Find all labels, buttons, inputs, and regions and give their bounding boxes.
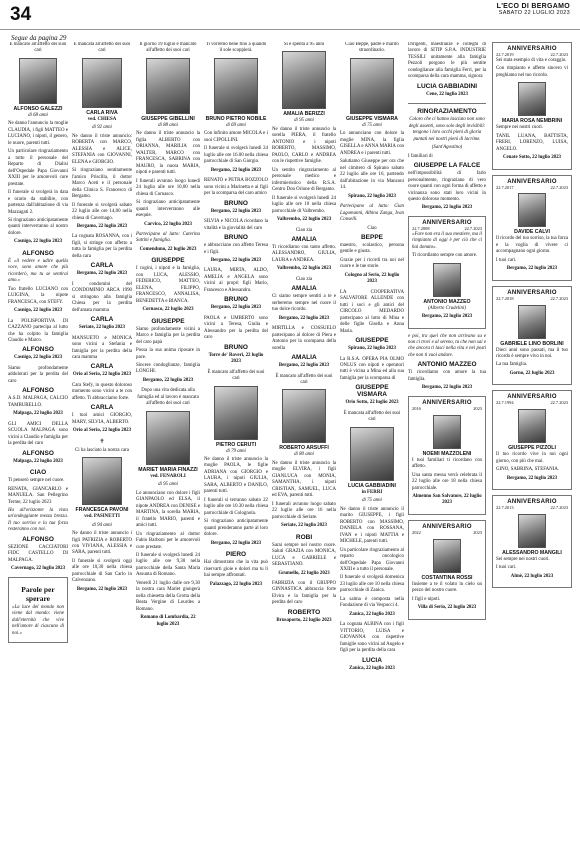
notice-heading: GIUSEPPE LA FALCE [413,162,481,170]
notice-text: I figli e nipoti. [412,596,441,602]
place-date: Orio al Serio, 22 luglio 2023 [72,372,132,378]
notice-text: Il funerale si svolgerà in data e orario da stabilire, con partenza dall'abitazione di via Mazzagati 2. [8,190,68,215]
place-date: Bergamo, 22 luglio 2023 [278,315,330,321]
notice-text: Il funerale si svolgerà lunedì 24 luglio alle ore 16.00 nella chiesa parrocchiale di San Giorgio. [204,146,268,165]
notice-heading: CIAO [29,469,47,477]
place-date: Cologno al Serio, 22 luglio 2023 [344,272,400,285]
top-note: È mancato all'affetto dei suoi cari [9,42,67,54]
notice-text: Si ringraziano anticipatamente quanti interverranno alle esequie. [136,200,200,219]
age: di 95 anni [294,118,314,124]
column-6 [340,42,404,842]
notice-text: La salma è composta nella Fondazione di via Vespucci 4. [340,596,404,609]
notice-text: maestro, scolastico, persona gentile e giusta. [340,242,404,255]
anniversary-dates [496,400,568,406]
deceased-name: LUCIA GABBIADINI [348,482,396,489]
top-note: È mancato all'affetto dei suoi cari [207,369,265,382]
notice-text: e abbracciano con affetto Teresa e i figli. [204,243,268,255]
notice-text: Ciao zia [295,276,313,282]
place-date: Bergamo, 22 luglio 2023 [210,257,262,263]
place-date: Bergamo, 22 luglio 2023 [421,385,473,391]
notice-text: La cognata ALBINA con i figli VITTORIO, LUISA e GIOVANNA con rispettive famiglie sono vicini ad Angelo e figli per la perdita della cara [340,622,404,654]
notice-heading: BRUNO [224,343,248,351]
notice-text: I tuoi cari. [496,257,517,263]
notice-heading: GIUSEPPE [151,257,185,265]
deceased-name: MARIET MARIA FINAZZI [138,466,198,473]
notice-text: Partecipano al lutto: Caterina Sottini e famiglia. [136,231,200,244]
top-note: È mancato all'affetto dei suoi cari [275,373,333,385]
notice-text: Ci siamo sempre sentiti a te e serberemo sempre nel cuore il tuo dolce ricordo. [272,294,336,313]
age: di 80 anni [294,452,314,458]
page-header [0,0,580,30]
place-date: Seriate, 22 luglio 2023 [79,325,125,331]
anniversary-box [492,175,572,281]
place-date: Orio Sotto, 22 luglio 2023 [345,400,399,406]
place-date: Cornasco, 22 luglio 2023 [142,307,194,313]
notice-text: Dopo una vita dedicata alla famiglia ed al lavoro è mancata all'affetto dei suoi cari [137,388,199,407]
place-date: Bergamo, 22 luglio 2023 [278,363,330,369]
deceased-name: GIUSEPPE VISMARA [346,115,398,122]
notice-heading: AMALIA [291,235,317,243]
notice-text: (Alberto Crudelini) [428,305,466,311]
notice-heading: ALFONSO [22,449,54,457]
portrait-photo [518,305,546,339]
deceased-name: FRANCESCA PAVONI [75,507,129,514]
notice-text: Ne danno il triste annuncio i figli PATRIZIA e ROBERTO con VIVIANA, ALESSIA e SARA, parenti tutti. [72,531,132,556]
notice-heading: BRUNO [224,296,248,304]
notice-heading: LUCIA [362,656,382,664]
deceased-name: ALESSANDRO MANGILI [502,549,562,556]
notice-text: TANIL LUANA, BATTISTA, FRERI, LORENZO, LUISA, ANGELO. [496,133,568,152]
place-date: Palazzago, 22 luglio 2023 [209,581,263,587]
place-date: Valbrembo, 22 luglio 2023 [276,266,332,272]
portrait-photo [282,389,326,443]
portrait-photo [433,539,461,573]
notice-heading: BEPPE [360,233,384,241]
place-date: Casnigo, 22 luglio 2023 [13,239,63,245]
top-note: Ti vorremo bene fino a quando il sole scoppierà. [205,42,267,54]
place-date: Zanica, 22 luglio 2023 [349,611,395,617]
date-to: 22.7.2023 [550,184,568,190]
notice-text: La R.S.A. OPERA PIA OLMO ONLUS con nipoti e operatori tutti è vicina a Mina ed alla sua famiglia per la scomparsa di [340,356,404,381]
notice-text: La tua famiglia. [496,362,528,368]
anniversary-title: ANNIVERSARIO [507,499,557,506]
age: di 94 anni [92,522,112,528]
portrait-photo [433,415,461,449]
notice-text: RENATO e PETRA BOZZOLO sono vicini a Marinetta e ai figli per la scomparsa del caro amico [204,178,268,197]
notice-text: «Fare non era il suo mestiere, ma il rimpianto di oggi è per ciò che ci hai donato». [412,231,482,250]
notice-text: A.S.D. MALPAGA, CALCIO TAMBURELLO. [8,396,68,408]
notice-text: Partecipano al lutto: Gian Lagomanni, Albina Zanga, Ivan Conselli. [340,204,404,223]
notice-text: SILVIA e NICOLA ricordano la vitalità e la giovialità del caro [204,219,268,231]
notice-text: I familiari di [408,153,433,159]
portrait-photo [214,386,258,440]
place-date: Bergamo, 22 luglio 2023 [421,314,473,320]
notice-text: RENATA, GIANCARLO e MANUELA. San Pellegrino Terme, 22 luglio 2023 [8,486,68,505]
anniversary-box [408,216,486,329]
notice-text: Il funerale si svolgerà lunedì 24 luglio alle ore 9,30 nella parrocchiale della Santa Maria Assunta di Romano. [136,552,200,578]
notice-text: Il funerale si svolgerà domenica 23 luglio alle ore 10 nella chiesa parrocchiale di Zanica. [340,575,404,594]
notice-text: Siamo profondamente addolorati per la perdita del caro [8,365,68,384]
notice-text: Dieci anni sono passati, ma il tuo ricordo è sempre vivo in noi. [496,347,568,359]
top-note: Ciao Beppe, padre e marito straordinario. [345,42,399,54]
age: di 68 anni [28,112,48,118]
place-date: Bergamo, 22 luglio 2023 [76,586,128,592]
date-from: 22.7.2008 [412,225,430,231]
notice-heading: BRUNO [224,234,248,242]
notice-heading: ALFONSO [22,249,54,257]
quote-title: Parole per sperare [21,584,55,603]
notice-text: I tuoi cari. [496,565,517,571]
notice-text: LA COOPERATIVA SALVATORE ALLENDE con tutti i soci e gli amici del CIRCOLO MEDARDO partecipano al lutto di Mina e delle figlie Gisella e Anna Maria. [340,289,404,334]
place-date: Bergamo, 22 luglio 2023 [506,475,558,481]
quote-author: (Sant'Agostino) [431,145,463,151]
notice-text: Hai dimostrato che la vita può riservarti gioie e dolori ma tu li hai sempre affrontati. [204,560,268,579]
notice-text: Ti penserò sempre nel cuore. [8,478,65,484]
continued-note: Segue da pagina 29 [11,34,67,42]
place-date: Brusaporto, 22 luglio 2023 [276,617,332,623]
column-1 [8,42,68,842]
notice-text: Insieme a te il volato in cielo un pezzo del nostro cuore. [412,581,482,594]
deceased-name: CARLA RIVA [86,109,118,116]
place-date: Zanica, 22 luglio 2023 [349,665,395,671]
place-date: Bergamo, 22 luglio 2023 [210,305,262,311]
place-date: Comenduno, 22 luglio 2023 [139,246,197,252]
deceased-name: AMALIA BERIZZI [283,111,325,118]
notice-text: Salutiamo Giuseppe per ora che nel cimitero di Spirano sabato 22 luglio alle ore 16, partendo dall'abitazione in via Manzoni 14. [340,159,404,191]
place-date: Bergamo, 22 luglio 2023 [210,208,262,214]
notice-text: Una santa messa verrà celebrata il 22 luglio alle ore 18 nella chiesa parrocchiale. [412,472,482,491]
place-date: Villa di Serio, 22 luglio 2023 [417,605,477,611]
notice-text: Si ringraziano sentitamente l'amico Priscilla, il dottor Marco Aceti e il personale della Clinica S. Francesco di Bergamo. [72,168,132,200]
deceased-name: GIUSEPPE PIZZOLI [508,445,556,452]
notice-heading: CARLA [90,404,114,412]
place-date: Cenate Sotto, 22 luglio 2023 [502,155,561,161]
notice-heading: ALFONSO [22,346,54,354]
notice-heading: ANTONIO MAZZEO [417,361,477,369]
notice-text: Ne danno il triste annuncio la sorella PIERA, il fratello ANTONIO e i nipoti ROBERTO, MASSIMO, PAOLO, CARLO e ANDREA con le rispettive famiglie. [272,126,336,165]
age: di 79 anni [226,448,246,454]
anniversary-box [408,396,486,515]
place-date: Bergamo, 22 luglio 2023 [76,223,128,229]
portrait-photo [214,58,258,114]
anniversary-title: ANNIVERSARIO [507,46,557,52]
top-note: Si è spenta a 95 anni [283,42,325,47]
notice-text: Dirigenti, maestranze e colleghi di lavoro di SITIP S.P.A. INDUSTRIE TESSILI unitamente alla famiglia Pezzoli porgono le più sentite condoglianze alla famiglia Ferri, per la scomparsa della cara mamma, signora [408,42,486,80]
notice-text: Venerdì 21 luglio dalle ore 9,30 la nostra cara Mariet giungerà nella chiesetta della Grotta della Beata Vergine di Lourdes a Romano. [136,580,200,612]
age: di 69 anni [226,122,246,128]
anniversary-dates [496,296,568,302]
issue-date: SABATO 22 LUGLIO 2023 [498,10,570,16]
column-4 [204,42,268,842]
married-name: ved. FENAROLI [150,473,186,479]
age: di 88 anni [158,122,178,128]
date-from: 22.7.1994 [496,400,514,406]
notice-text: Ha all'orizzonte la vista un'ondeggiante mezza brezza. Il tuo sorriso e la tua forza resteranno con noi. [8,507,68,533]
anniversary-title: ANNIVERSARIO [422,399,472,406]
notice-text: Ciao zia [295,227,313,233]
notice-text: Ne danno il triste annuncio la figlia ALBERTO con ORIANNA, MARILIA con WALTER, MARCO con FRANCESCA, SABRINA con MAURO, la nuora MARIA, nipoti e parenti tutti. [136,131,200,176]
date-to: 22.7.2023 [550,52,568,57]
place-date: Valbrembo, 22 luglio 2023 [276,217,332,223]
portrait-photo [146,58,190,114]
portrait-photo [518,409,546,443]
deceased-name: PIETRO CERUTI [215,441,257,448]
notice-text: Grazie per i ricordi tra noi nel cuore e le tue storie. [340,257,404,270]
notice-text: Si ringraziano anticipatamente quanti interverranno al nostro dolore. [8,217,68,236]
place-date: Bergamo, 22 luglio 2023 [210,167,262,173]
anniversary-title: ANNIVERSARIO [422,523,472,530]
quote-box [8,577,68,643]
notice-heading: ROBERTO [287,608,321,616]
notice-text: Ne danno il triste annuncio il marito GIUSEPPE, i figli ROBERTO con MASSIMO, DANIELA con ROSSANA, IVAN e i nipoti MATTIA e MICHELE, parenti tutti. [340,506,404,545]
place-date: Bergamo, 22 luglio 2023 [142,377,194,383]
notice-text: Sei stata esempio di vita e coraggio. [496,57,567,63]
place-date: Spirano, 22 luglio 2023 [348,346,396,352]
anniversary-title: ANNIVERSARIO [507,178,557,185]
notice-text: Un sentito ringraziamento al personale medico e infermieristico della R.S.A. Centro Don Orione di Bergamo. [272,167,336,193]
notice-text: I condomini del CONDOMINIO ARCA 1990 si stringono alla famiglia Chiesa per la perdita dell'amata mamma [72,281,132,313]
cross-icon: ✝ [99,438,105,445]
notice-text: Sarai sempre nel nostro cuore. Saluti GRAZIA con MONICA, LUCA e GABRIELE e SEBASTIANO. [272,542,336,568]
married-name: ved. CHIESA [87,116,117,122]
anniversary-dates [496,505,568,511]
notice-text: Cara Stefy, in questo doloroso momento sono vicini a te con affetto. Ti abbracciamo forte. [72,382,132,401]
divider [408,103,486,104]
place-date: Cavernago, 22 luglio 2023 [10,566,66,572]
notice-text: Il ricordo del tuo sorriso, la tua forza e la voglia di vivere ci accompagnano ogni giorno. [496,236,568,255]
age: di 95 anni [158,482,178,488]
portrait-photo [518,193,546,227]
date-from: 22.7.2017 [496,184,514,190]
married-name: in FERRI [361,489,383,495]
deceased-name: ROBERTO ARSUFFI [279,445,329,452]
notice-text: È «il vedere e udire quella voce, sono amore che più ricorderò, ma tu se sentirai amo.» [8,258,68,284]
notice-heading: AMALIA [291,285,317,293]
anniversary-box [492,390,572,490]
portrait-photo [82,457,122,505]
deceased-name: ANTONIO MAZZEO [423,298,471,305]
place-date: Bergamo, 22 luglio 2023 [210,540,262,546]
notice-heading: ALFONSO [22,387,54,395]
notice-text: Con rimpianto e affetto sincero vi preghiamo nel tuo ricordo. [496,66,568,78]
portrait-photo [518,82,546,116]
place-date: Almè, 22 luglio 2023 [510,573,554,579]
notice-text: SEZIONE CACCIATORI FIDC CASTELLO DI MALPAGA. [8,544,68,563]
top-note: È mancata all'affetto dei suoi cari [343,410,401,423]
notice-text: GINO, SABRINA, STEFANIA. [496,467,560,473]
date-from: 22.7.2018 [496,295,514,301]
place-date: Bergamo, 22 luglio 2023 [421,205,473,211]
portrait-photo [350,58,394,114]
place-date: Almenno San Salvatore, 22 luglio 2023 [412,493,482,506]
anniversary-dates [496,185,568,191]
portrait-photo [82,58,122,108]
anniversary-box [492,42,572,170]
notice-text: MIRTILLA e COSSUELO partecipano al dolore di Piera e Antonio per la scomparsa della sorella [272,326,336,351]
place-date: Grumello, 22 luglio 2023 [278,570,330,576]
deceased-name: GABRIELE LINO BORLINI [500,340,564,347]
anniversary-dates [412,530,482,536]
married-name: ved. PASINETTI [84,514,120,520]
notice-text: I cugini, i nipoti e la famiglia, con LUCA, ALESSIO, FEDERICO, MATTEO, ELENA, FILIPPO, FRANCESCO, ANNALISA, BENEDETTA e BIANCA. [136,266,200,304]
page-number: 34 [10,4,32,25]
notice-heading: GIUSEPPE [151,317,185,325]
notice-text: Lo annunciano con dolore i figli GIANPAOLO ed ELSA, il nipote ANDREA con DENISE e MARTINA, la sorella MARIA, il fratello MARIO, parenti e amici tutti. [136,490,200,529]
date-to: 2023 [473,405,482,411]
notice-text: Ne danno il triste annuncio la moglie ELVIRA, i figli GIANLUCA con MONIA, SAMANTHA, i nipoti CRISTIAN, SAMUEL, LUCA ed EVA, parenti tutti. [272,460,336,499]
column-3 [136,42,200,842]
notice-heading: CARLA [90,262,114,270]
anniversary-title: ANNIVERSARIO [422,219,472,226]
notice-text: Ciao [367,225,377,231]
notice-text: PAOLA e UMBERTO sono vicini a Teresa, Giulia e Alessandro per la perdita del caro [204,315,268,341]
column-2 [72,42,132,842]
notice-text: I tuoi amici GIORGIO, MARY, SILVIA, ALBERTO. [72,413,132,425]
notice-heading: CARLA [90,363,114,371]
place-date: Malpaga, 22 luglio 2023 [13,458,63,464]
date-to: 22.7.2023 [550,400,568,406]
deceased-name: GIUSEPPE GIBELLINI [141,115,195,122]
notice-text: Il funerale si svolgerà oggi alle ore 10,30 nella chiesa parrocchiale di San Carlo in Calvenzano. [72,558,132,584]
notice-text: Siamo profondamente vicini a Marco e famiglia per la perdita del caro papà [136,326,200,345]
date-from: 2016 [412,405,421,411]
notice-text: e poi, tra quei che non arrivano su e non ci trovi e al sereno, tu che non sai e che ancora ti lasci nella vita e nei posti che non ti vuoi andare. [408,333,486,358]
anniversary-title: ANNIVERSARIO [507,289,557,296]
place-date: Cene, 22 luglio 2023 [426,91,468,97]
date-to: 22.7.2023 [464,225,482,231]
portrait-photo [518,514,546,548]
notice-text: Lo annunciano con dolore la moglie MINA, la figlia GISELLA e ANNA MARIA con ANDREA e i parenti tutti. [340,131,404,156]
column-5 [272,42,336,842]
place-date: Romano di Lombardia, 22 luglio 2023 [140,615,196,627]
date-to: 22.7.2023 [550,295,568,301]
date-to: 2023 [473,529,482,535]
place-date: Carvico, 22 luglio 2023 [144,221,192,227]
portrait-photo [19,58,57,104]
portrait-photo [433,263,461,297]
place-date: Casnigo, 22 luglio 2023 [13,308,63,314]
notice-text: I funerali avranno luogo sabato 22 luglio alle ore 16 nella parrocchiale di Seriate. [272,501,336,520]
column-7 [408,42,486,842]
place-date: Orio al Serio, 22 luglio 2023 [72,428,132,434]
place-date: Seriate, 22 luglio 2023 [281,523,327,529]
place-date: Torre de' Roveri, 22 luglio 2023 [208,352,264,365]
place-date: Malpaga, 22 luglio 2023 [13,411,63,417]
age: di 75 anni [362,122,382,128]
notice-heading: GIUSEPPE [355,337,389,345]
deceased-name: BRUNO PIETRO NOBILE [205,115,267,122]
date-from: 22.7.2019 [496,52,514,57]
quote-text: «La luce del mondo non viene dal mondo: viene dall'eternità che vive nell'amore di ciascuno di noi.» [12,604,64,636]
date-from: 2022 [412,529,421,535]
notice-text: Si ringraziano anticipatamente quanti prenderanno parte al loro dolore. [204,519,268,538]
deceased-name: NOEMI MAZZOLENI [422,450,472,457]
notice-text: Ti ricordiamo sempre con amore. [412,253,478,259]
notice-text: La POLISPORTIVA DI CAZZANO partecipa al lutto che ha colpito la famiglia Claudio e Marco. [8,318,68,343]
anniversary-box [492,495,572,588]
anniversary-title: ANNIVERSARIO [507,394,557,401]
place-date: Gorno, 22 luglio 2023 [509,370,555,376]
notice-text: Un ringraziamento al dottor Fabio Barboni per le amorevoli cure prestate. [136,531,200,550]
column-8 [492,42,572,842]
anniversary-box [492,286,572,386]
date-from: 22.7.2013 [496,505,514,511]
notice-text: Ti ricordiamo con tanto affetto. ALESSANDRO, GIULIA, LAURA e ANDREA. [272,244,336,263]
age: di 75 anni [362,498,382,504]
deceased-name: COSTANTINA ROSSI [421,574,473,581]
notice-text: Con infinito amore MICOLA e i suoi CIPOLLINI. [204,131,268,143]
portrait-photo [282,51,326,109]
place-date: Bergamo, 22 luglio 2023 [506,266,558,272]
notice-heading: BRUNO [224,199,248,207]
notice-heading: RINGRAZIAMENTO [417,108,477,116]
notice-text: FABRIZIA con il GRUPPO GINNASTICA abbraccia forte Elvira e la famiglia per la perdita del caro [272,580,336,606]
notice-text: Sei sempre nei nostri cuori. [496,556,550,562]
notice-heading: PIERO [225,551,247,559]
notice-text: Ne danno il triste annuncio: ROBERTA con MARCO, ALESSIA e ALICE, STEFANIA con GIOVANNI, ELENA e GIORGIO. [72,133,132,165]
deceased-name: ALFONSO GALEZZI [13,105,63,112]
age: di 92 anni [92,125,112,131]
masthead [497,3,570,16]
quote-text: Coloro che ci hanno lasciato non sono degli assenti, sono solo degli invisibili: tengono i loro occhi pieni di gloria puntati nei nostri pieni di lacrime. [408,117,486,142]
notice-text: Il tuo ricordo vive in noi ogni giorno, con più che mai. [496,452,568,464]
top-note: Il giorno 19 luglio è mancato all'affetto dei suoi cari [139,42,197,54]
portrait-photo [350,427,394,481]
anniversary-box [408,520,486,620]
date-to: 22.7.2023 [550,505,568,511]
notice-heading: CARLA [90,316,114,324]
notice-text: Il funerale si svolgerà sabato 22 luglio alle ore 14,00 nella chiesa di Cavernago. [72,202,132,221]
notice-text: Un particolare ringraziamento a tutto il personale del Reparto di Dialisi dell'Ospedale Papa Giovanni XXIII per le amorevoli cure prestate. [8,149,68,187]
top-note: È mancata all'affetto dei suoi cari [73,42,131,54]
notice-text: Il funerale si svolgerà lunedì 24 luglio alle ore 10 nella chiesa parrocchiale di Valbrembo. [272,195,336,214]
notice-text: LAURA, MIRTA, ALDO, AMELIA e ANGELA sono vicini ai propri figli Mario, Francesco e Alessandro. [204,268,268,293]
place-date: Bergamo, 22 luglio 2023 [76,271,128,277]
newspaper-name: L'ECO DI BERGAMO [496,3,570,10]
notice-heading: LUCIA GABBIADINI [416,82,478,90]
notice-heading: ALFONSO [22,535,54,543]
notice-text: I funerali si terranno sabato 22 luglio alle ore 10.30 nella chiesa parrocchiale di Colognola. [204,497,268,516]
notice-text: Un particolare ringraziamento al reparto oncologico dell'Ospedale Papa Giovanni XXIII e a tutto il personale. [340,547,404,572]
notice-heading: GIUSEPPE VISMARA [355,384,389,399]
place-date: Casnigo, 22 luglio 2023 [13,355,63,361]
notice-text: Tuo fratello LUCIANO con LUIGINA, la nipote FRANCESCA, con STEFY. [8,286,68,305]
notice-heading: ROBI [295,533,313,541]
notice-text: Ne danno il triste annuncio la moglie PAOLA, le figlie ADRIANA con GIORGIO e LAURA, i nipoti GIULIA, SARA, ALBERTO e DANILO, parenti tutti. [204,457,268,495]
portrait-photo [146,411,190,465]
deceased-name: DAVIDE CALVI [514,229,550,236]
notice-heading: AMALIA [291,354,317,362]
place-date: Spirano, 22 luglio 2023 [348,193,396,199]
notice-text: Ne danno l'annuncio la moglie CLAUDIA, i figli MATTEO e LUCIANO, i nipoti, il genero, le nuore, parenti tutti. [8,121,68,146]
notice-text: Ti ricordiamo con amore la tua famiglia. [408,370,486,382]
anniversary-dates [412,406,482,412]
notice-text: I funerali avranno luogo lunedì 24 luglio alle ore 10,00 nella chiesa di Cornasco. [136,178,200,197]
notice-text: La cognata ROSANNA, con i figli, si stringe con affetto a tutta la famiglia per la perdita della cara [72,234,132,259]
notice-text: MANSUETO e MONICA sono vicini a Stefania e famiglia per la perdita della cara mamma [72,335,132,360]
notice-text: Ci ha lasciato la nostra cara [75,447,129,453]
notice-text: I tuoi familiari ti ricordano con affetto. [412,457,482,470]
notice-text: Sincere condoglianze, famiglia LONGHI. [136,363,200,375]
notice-text: GLI AMICI DELLA SCUOLA MALPAGA sono vicini a Claudio e famiglia per la perdita del caro [8,421,68,447]
notice-text: nell'impossibilità di farlo personalmente, ringraziano di vero cuore quanti con ogni forma di affetto e vicinanza sono stati loro vicini in questo doloroso momento. [408,171,486,202]
notice-text: Possa la sua anima riposare in pace. [136,348,200,360]
notice-text: Sempre nei nostri cuori. [496,125,543,131]
deceased-name: MARIA ROSA NEMBRINI [501,118,563,125]
